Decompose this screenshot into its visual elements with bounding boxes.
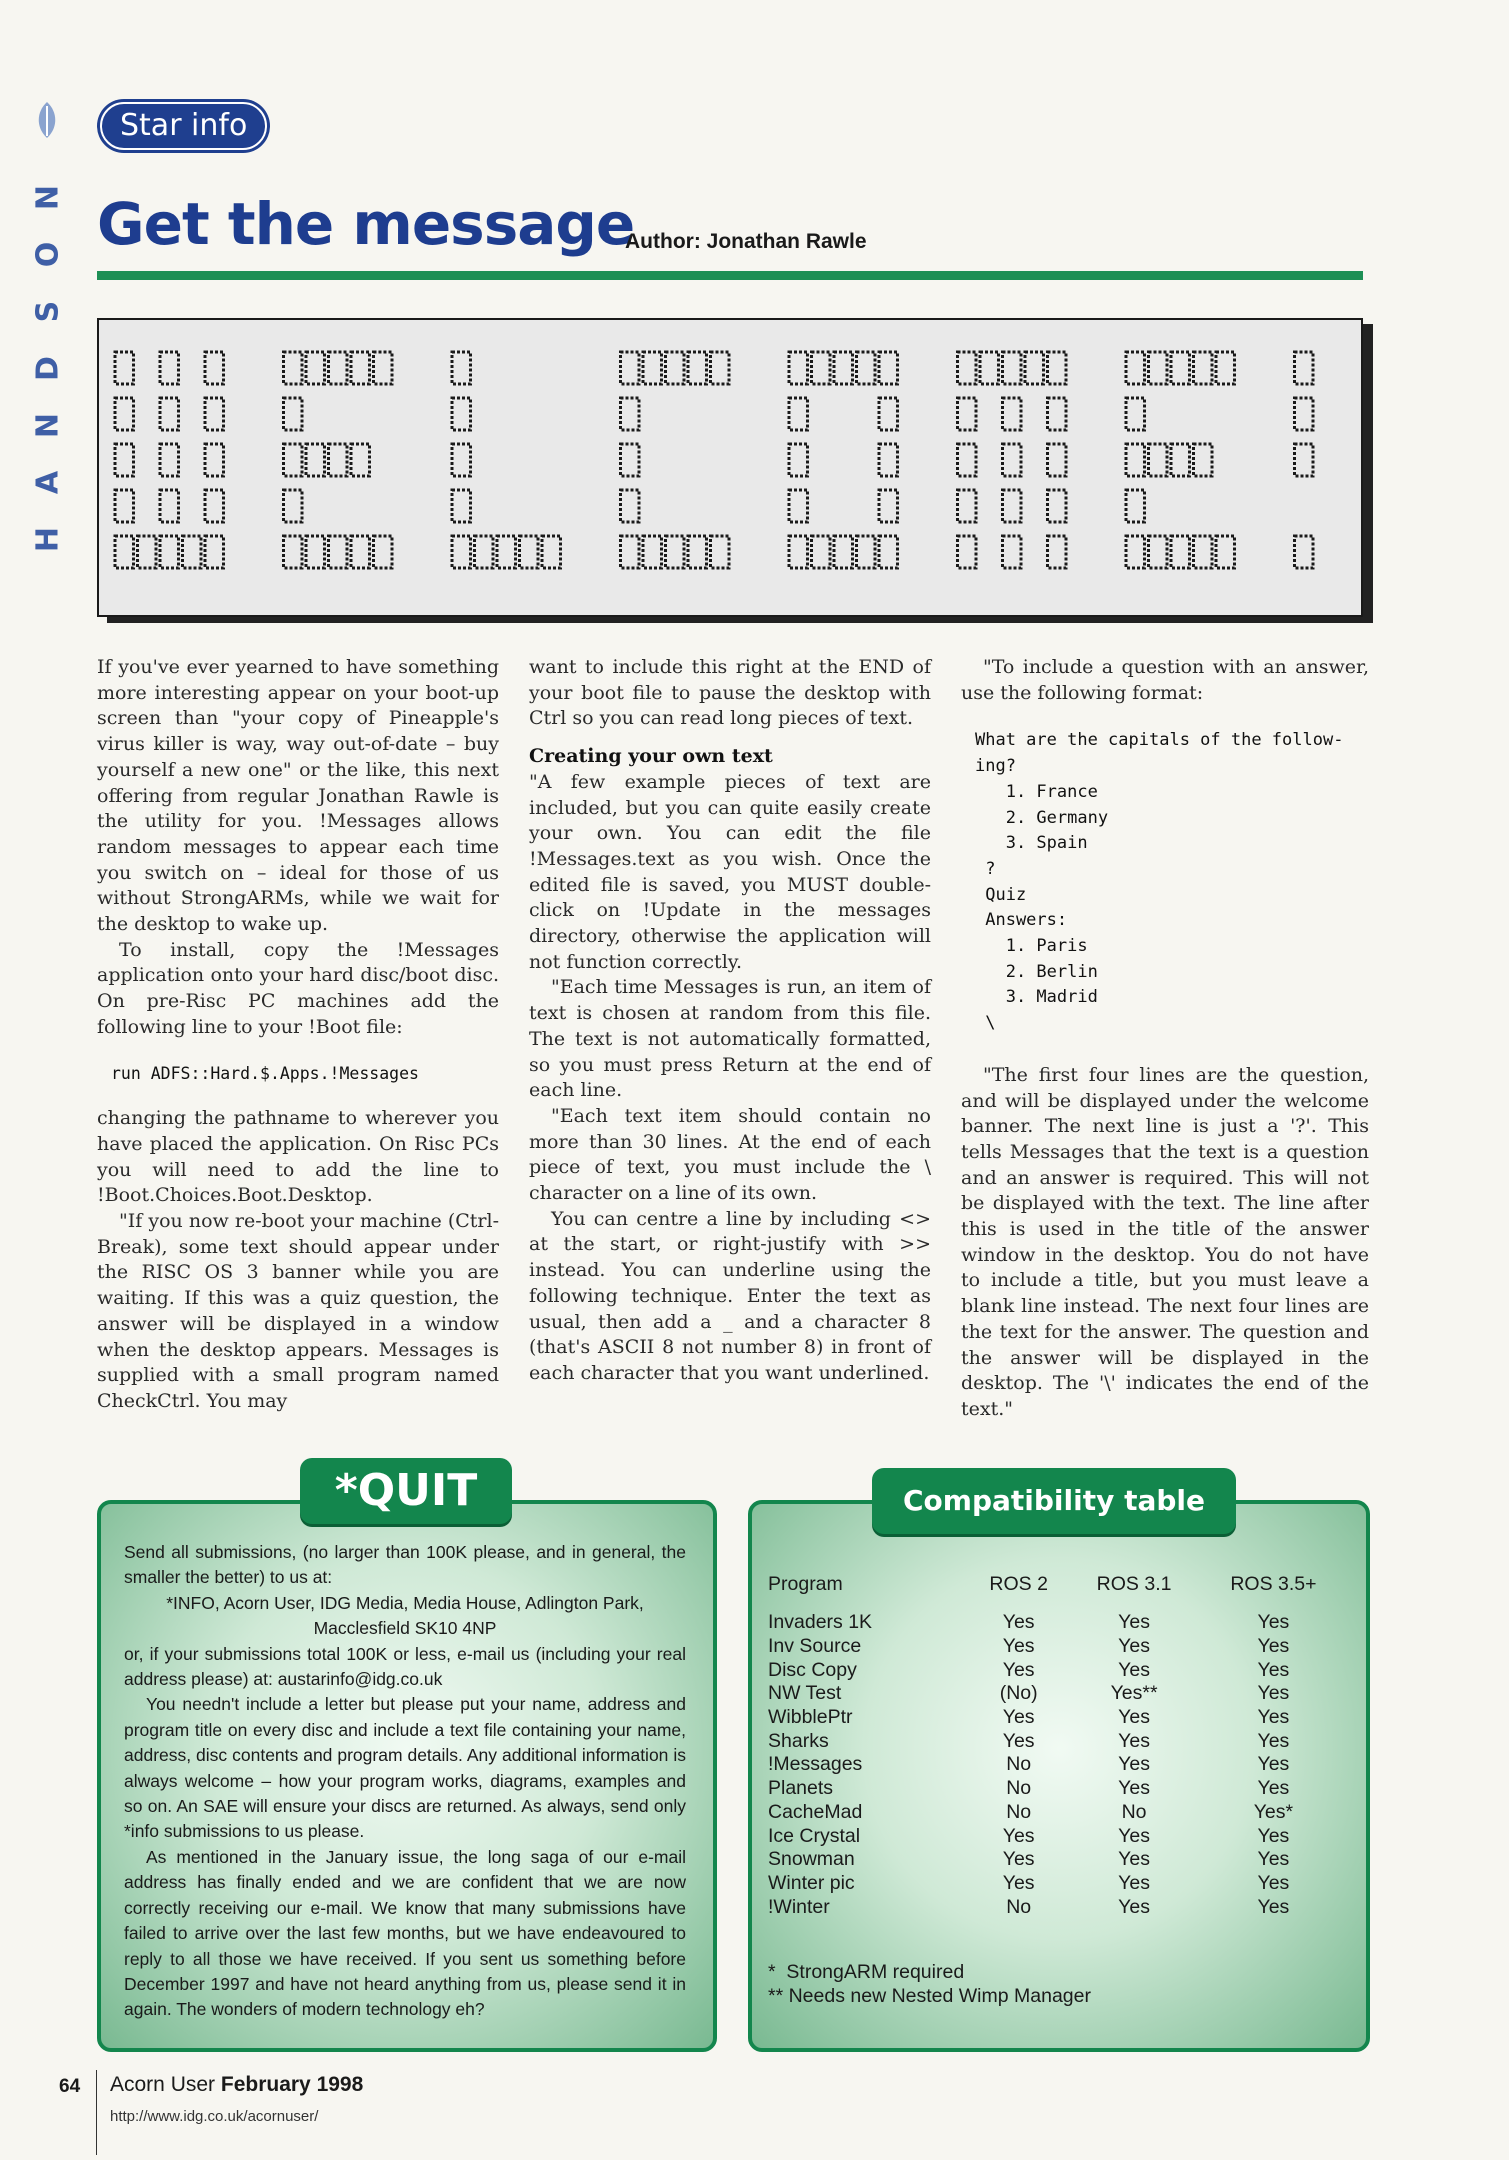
table-row (768, 1635, 1348, 1659)
banner-pixel (306, 444, 325, 476)
banner-pixel (452, 444, 471, 476)
welcome-pixel-art (99, 320, 1361, 615)
banner-pixel (621, 490, 640, 522)
footnote: ** Needs new Nested Wimp Manager (768, 1985, 1091, 2007)
table-row (768, 1824, 1348, 1848)
banner-pixel (879, 352, 898, 384)
banner-pixel (351, 352, 370, 384)
section-side-tab (28, 100, 68, 620)
banner-pixel (542, 536, 561, 568)
banner-pixel (329, 352, 348, 384)
banner-pixel (329, 536, 348, 568)
compat-cell: Yes (1002, 1611, 1035, 1634)
banner-pixel (1149, 536, 1168, 568)
compat-cell: No (1006, 1777, 1032, 1800)
side-letter: A (30, 470, 66, 495)
compat-cell: Yes (1002, 1658, 1035, 1681)
banner-pixel (1171, 536, 1190, 568)
banner-pixel (879, 444, 898, 476)
banner-pixel (958, 490, 977, 522)
welcome-banner (97, 318, 1363, 617)
banner-pixel (789, 352, 808, 384)
issue-date: February 1998 (220, 2073, 364, 2096)
side-letter: N (30, 184, 66, 211)
banner-pixel (329, 444, 348, 476)
paragraph: Send all submissions, (no larger than 100K please, and in general, the smaller the better) to us at: (124, 1542, 686, 1588)
compat-cell: Yes (1118, 1871, 1150, 1894)
program-name-cell: Disc Copy (768, 1658, 857, 1681)
banner-pixel (1171, 444, 1190, 476)
compat-cell: (No) (999, 1682, 1038, 1705)
compat-cell: Yes (1118, 1824, 1150, 1847)
banner-pixel (812, 536, 831, 568)
compat-cell: Yes (1118, 1729, 1150, 1752)
paragraph: If you've ever yearned to have something more interesting appear on your boot-up screen than "your copy of Pineapple's virus killer is way, way out-of-date – buy yourself a new one" or the like, this next offering from regular Jonathan Rawle is the utility for you. !Messages allows random messages to appear each time you switch on – ideal for those of us without StrongARMs, while we wait for the desktop to wake up. (97, 656, 499, 936)
compatibility-notes (768, 1960, 1091, 2008)
address-line: Macclesfield SK10 4NP (313, 1618, 497, 1639)
banner-pixel (1126, 490, 1145, 522)
paragraph: want to include this right at the END of your boot file to pause the desktop with Ctrl so you can read long pieces of text. (529, 656, 931, 730)
table-row (768, 1801, 1348, 1825)
banner-pixel (834, 352, 853, 384)
banner-pixel (789, 398, 808, 430)
banner-pixel (857, 536, 876, 568)
banner-pixel (115, 444, 134, 476)
table-row (768, 1872, 1348, 1896)
paragraph: "To include a question with an answer, use the following format: (961, 656, 1369, 704)
compat-cell: Yes** (1110, 1682, 1158, 1705)
banner-pixel (160, 536, 179, 568)
banner-pixel (1295, 444, 1314, 476)
column-header: Program (768, 1573, 843, 1595)
banner-pixel (160, 490, 179, 522)
banner-pixel (351, 536, 370, 568)
side-letter: O (30, 241, 66, 268)
table-row (768, 1729, 1348, 1753)
compat-cell: Yes (1257, 1753, 1290, 1776)
compat-cell: Yes (1257, 1611, 1290, 1634)
banner-pixel (284, 398, 303, 430)
banner-pixel (205, 444, 224, 476)
banner-pixel (621, 398, 640, 430)
banner-pixel (1048, 352, 1067, 384)
banner-pixel (621, 444, 640, 476)
banner-pixel (1194, 444, 1213, 476)
banner-pixel (621, 536, 640, 568)
banner-pixel (1048, 490, 1067, 522)
compat-cell: Yes (1257, 1871, 1290, 1894)
side-letters (28, 180, 68, 557)
banner-pixel (789, 490, 808, 522)
table-row (768, 1658, 1348, 1682)
paragraph: "The first four lines are the question, and will be displayed under the welcome banner. The next line is just a '?'. This tells Messages that the text is a question and an answer is required. This will not be displayed with the text. The line after this is used in the title of the answer window in the desktop. You do not have to include a title, but you must leave a blank line instead. The next four lines are the text for the answer. The question and the answer will be displayed in the desktop. The '\' indicates the end of the text." (961, 1063, 1369, 1420)
banner-pixel (205, 352, 224, 384)
banner-pixel (1003, 352, 1022, 384)
banner-pixel (1216, 536, 1235, 568)
author-line: Author: Jonathan Rawle (625, 230, 867, 253)
compat-cell: Yes (1118, 1895, 1150, 1918)
banner-pixel (1048, 536, 1067, 568)
banner-pixel (643, 352, 662, 384)
banner-pixel (1194, 352, 1213, 384)
paragraph: "If you now re-boot your machine (Ctrl-Break), some text should appear under the RISC OS 3 banner while you are waiting. If this was a quiz question, the answer will be displayed in a window when the desktop appears. Messages is supplied with a small program named CheckCtrl. You may (97, 1210, 499, 1412)
banner-pixel (205, 398, 224, 430)
banner-pixel (879, 490, 898, 522)
banner-pixel (205, 536, 224, 568)
compat-cell: Yes* (1253, 1800, 1294, 1823)
banner-pixel (711, 536, 730, 568)
program-name-cell: Inv Source (768, 1635, 862, 1658)
quit-panel-title: *QUIT (300, 1458, 512, 1524)
banner-pixel (688, 352, 707, 384)
compat-cell: Yes (1257, 1848, 1290, 1871)
section-heading: Creating your own text (529, 745, 773, 768)
banner-pixel (115, 536, 134, 568)
column-header: ROS 3.1 (1096, 1573, 1172, 1595)
compat-cell: Yes (1257, 1635, 1290, 1658)
banner-pixel (115, 352, 134, 384)
banner-pixel (812, 352, 831, 384)
banner-pixel (520, 536, 539, 568)
banner-pixel (621, 352, 640, 384)
table-body (768, 1611, 1348, 1919)
table-header-row (768, 1567, 1348, 1611)
compat-cell: Yes (1257, 1682, 1290, 1705)
banner-pixel (1025, 352, 1044, 384)
program-name-cell: WibblePtr (768, 1706, 853, 1729)
banner-pixel (1003, 444, 1022, 476)
compat-cell: No (1006, 1895, 1032, 1918)
banner-pixel (958, 444, 977, 476)
paragraph: "Each text item should contain no more than 30 lines. At the end of each piece of text, you must include the \ character on a line of its own. (529, 1104, 931, 1205)
banner-pixel (1149, 444, 1168, 476)
banner-pixel (1003, 490, 1022, 522)
banner-pixel (284, 444, 303, 476)
banner-pixel (834, 536, 853, 568)
paragraph: or, if your submissions total 100K or less, e-mail us (including your real address please) at: austarinfo@idg.co.uk (124, 1643, 686, 1690)
banner-pixel (115, 398, 134, 430)
compat-cell: No (1006, 1800, 1032, 1823)
banner-pixel (475, 536, 494, 568)
banner-pixel (1126, 444, 1145, 476)
banner-pixel (452, 536, 471, 568)
page-title: Get the message (97, 190, 635, 258)
banner-pixel (1149, 352, 1168, 384)
column-header: ROS 2 (989, 1573, 1048, 1595)
compat-cell: Yes (1118, 1706, 1150, 1729)
table-row (768, 1611, 1348, 1635)
star-info-badge: Star info (100, 102, 267, 150)
compat-cell: Yes (1002, 1848, 1035, 1871)
banner-pixel (1003, 398, 1022, 430)
table-row (768, 1682, 1348, 1706)
compat-cell: Yes (1118, 1848, 1150, 1871)
banner-pixel (711, 352, 730, 384)
quit-panel-text (124, 1540, 686, 2023)
banner-pixel (1126, 352, 1145, 384)
article-column-1 (97, 655, 499, 1415)
banner-pixel (1048, 398, 1067, 430)
program-name-cell: NW Test (768, 1682, 842, 1705)
compat-cell: Yes (1257, 1706, 1290, 1729)
compat-cell: Yes (1118, 1753, 1150, 1776)
banner-pixel (205, 490, 224, 522)
program-name-cell: Planets (768, 1777, 834, 1800)
paragraph: To install, copy the !Messages application onto your hard disc/boot disc. On pre-Risc PC machines add the following line to your !Boot file: (97, 938, 499, 1038)
banner-pixel (160, 398, 179, 430)
banner-pixel (1295, 352, 1314, 384)
compat-cell: Yes (1002, 1635, 1035, 1658)
banner-pixel (374, 536, 393, 568)
leaf-icon (30, 100, 64, 140)
banner-pixel (1126, 398, 1145, 430)
paragraph: You needn't include a letter but please put your name, address and program title on every disc and include a text file containing your name, address, disc contents and program details. Any additional information is always welcome – how your program works, diagrams, examples and so on. An SAE will ensure your discs are returned. As always, send only *info submissions to us please. (124, 1694, 686, 1842)
compatibility-panel-title: Compatibility table (872, 1468, 1236, 1534)
compat-cell: No (1006, 1753, 1032, 1776)
table-row (768, 1895, 1348, 1919)
program-name-cell: Invaders 1K (768, 1611, 873, 1634)
compat-cell: Yes (1257, 1729, 1290, 1752)
banner-pixel (1003, 536, 1022, 568)
banner-pixel (1295, 398, 1314, 430)
compat-cell: Yes (1118, 1611, 1150, 1634)
paragraph: "Each time Messages is run, an item of text is chosen at random from this file. The text is not automatically formatted, so you must press Return at the end of each line. (529, 976, 931, 1102)
banner-pixel (1295, 536, 1314, 568)
side-letter: H (30, 526, 66, 553)
footer-url[interactable]: http://www.idg.co.uk/acornuser/ (110, 2108, 319, 2125)
article-column-3 (961, 655, 1369, 1423)
banner-pixel (1126, 536, 1145, 568)
banner-pixel (160, 352, 179, 384)
banner-pixel (1194, 536, 1213, 568)
table-row (768, 1706, 1348, 1730)
banner-pixel (452, 398, 471, 430)
banner-pixel (688, 536, 707, 568)
article-column-2 (529, 655, 931, 1387)
banner-pixel (643, 536, 662, 568)
table-row (768, 1753, 1348, 1777)
banner-pixel (958, 352, 977, 384)
compatibility-table (768, 1567, 1348, 1919)
program-name-cell: !Messages (768, 1753, 863, 1776)
banner-pixel (284, 490, 303, 522)
banner-pixel (879, 398, 898, 430)
banner-pixel (789, 444, 808, 476)
table-row (768, 1777, 1348, 1801)
compat-cell: Yes (1002, 1706, 1035, 1729)
banner-pixel (497, 536, 516, 568)
compat-cell: No (1121, 1800, 1147, 1823)
side-letter: N (30, 412, 66, 439)
compat-cell: Yes (1118, 1658, 1150, 1681)
banner-pixel (958, 536, 977, 568)
paragraph: "A few example pieces of text are included, but you can quite easily create your own. You can edit the file !Messages.text as you wish. Once the edited file is saved, you MUST double-click on !Update in the messages directory, otherwise the application will not function correctly. (529, 770, 931, 973)
banner-pixel (1171, 352, 1190, 384)
banner-pixel (183, 536, 202, 568)
address-line: *INFO, Acorn User, IDG Media, Media House, Adlington Park, (166, 1592, 644, 1613)
program-name-cell: Ice Crystal (768, 1824, 861, 1847)
compat-cell: Yes (1118, 1777, 1150, 1800)
banner-pixel (958, 398, 977, 430)
banner-pixel (666, 352, 685, 384)
banner-pixel (138, 536, 157, 568)
paragraph: As mentioned in the January issue, the long saga of our e-mail address has finally ended and we are confident that we are now correctly receiving our e-mail. We know that many submissions have failed to arrive over the last few months, but we have endeavoured to reply to all those we have received. If you sent us something before December 1997 and have not heard anything from us, please send it in again. The wonders of modern technology eh? (124, 1846, 686, 2020)
banner-pixel (980, 352, 999, 384)
side-letter: S (30, 300, 66, 323)
banner-pixel (857, 352, 876, 384)
title-divider (97, 271, 1363, 280)
compat-cell: Yes (1002, 1729, 1035, 1752)
banner-pixel (1216, 352, 1235, 384)
program-name-cell: Winter pic (768, 1871, 855, 1894)
banner-pixel (284, 352, 303, 384)
program-name-cell: Snowman (768, 1848, 855, 1871)
code-line: run ADFS::Hard.$.Apps.!Messages (111, 1063, 419, 1083)
banner-pixel (879, 536, 898, 568)
program-name-cell: !Winter (768, 1895, 830, 1918)
page-number: 64 (59, 2076, 81, 2097)
banner-pixel (351, 444, 370, 476)
column-header: ROS 3.5+ (1230, 1573, 1317, 1595)
magazine-name: Acorn User (110, 2073, 216, 2096)
compat-cell: Yes (1257, 1824, 1290, 1847)
code-example: What are the capitals of the follow- ing? 1. France 2. Germany 3. Spain ? Quiz Answers: 1. Paris 2. Berlin 3. Madrid \ (975, 730, 1344, 1034)
compat-cell: Yes (1257, 1895, 1290, 1918)
banner-pixel (306, 536, 325, 568)
compat-cell: Yes (1002, 1824, 1035, 1847)
banner-pixel (452, 490, 471, 522)
banner-pixel (374, 352, 393, 384)
banner-pixel (115, 490, 134, 522)
program-name-cell: Sharks (768, 1729, 829, 1752)
program-name-cell: CacheMad (768, 1800, 863, 1823)
side-letter: D (30, 356, 66, 381)
table-row (768, 1848, 1348, 1872)
compat-cell: Yes (1257, 1658, 1290, 1681)
footer-magazine (110, 2073, 363, 2097)
banner-pixel (1048, 444, 1067, 476)
paragraph: You can centre a line by including <> at the start, or right-justify with >> instead. You can underline using the following technique. Enter the text as usual, then add a _ and a character 8 (that's ASCII 8 not number 8) in front of each character that you want underlined. (529, 1207, 931, 1384)
banner-pixel (284, 536, 303, 568)
banner-pixel (789, 536, 808, 568)
paragraph: changing the pathname to wherever you have placed the application. On Risc PCs you will need to add the line to !Boot.Choices.Boot.Desktop. (97, 1107, 499, 1207)
banner-pixel (666, 536, 685, 568)
footer-divider (96, 2070, 97, 2155)
banner-pixel (306, 352, 325, 384)
banner-pixel (160, 444, 179, 476)
banner-pixel (452, 352, 471, 384)
compat-cell: Yes (1002, 1871, 1035, 1894)
compat-cell: Yes (1118, 1635, 1150, 1658)
compat-cell: Yes (1257, 1777, 1290, 1800)
footnote: * StrongARM required (768, 1961, 965, 1983)
